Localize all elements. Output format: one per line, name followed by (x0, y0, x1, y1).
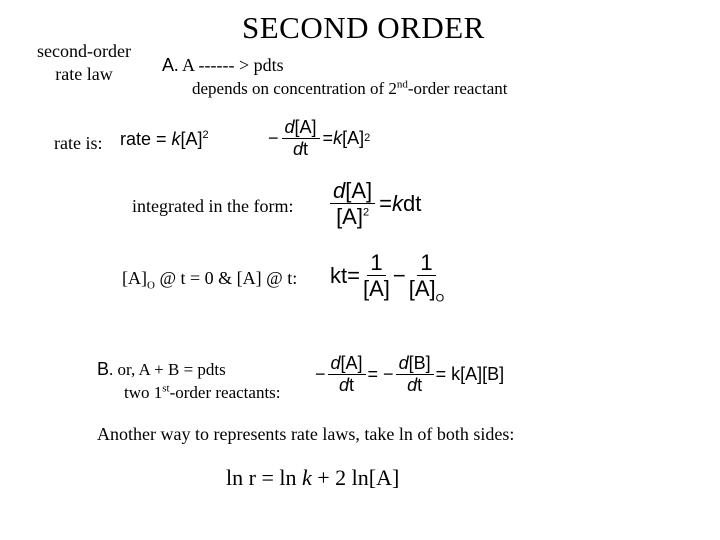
two-reactant-rate-equation (315, 353, 504, 395)
side-label-line1: second-order (37, 41, 131, 61)
fraction-one-over-a0: $\frac{1}{[A]_O}$ (408, 250, 445, 305)
equals-minus: = − (367, 363, 394, 384)
rate-constant: k (392, 190, 404, 216)
rate-rhs: = k[A][B] (435, 363, 505, 384)
kt-term: kt (330, 262, 348, 288)
fraction-one-over-a: $\frac{1}{[A]}$ (362, 250, 390, 302)
fraction-numerator: d[A] (282, 117, 320, 139)
fraction-denominator: dt (293, 138, 309, 159)
section-a-description (192, 79, 507, 99)
fraction-dA-dt: $\frac{d[A]}{dt}$ (328, 353, 366, 395)
rate-law-lhs: rate = (120, 129, 172, 149)
integrated-fraction (330, 178, 375, 230)
differential-fraction (282, 117, 320, 159)
rate-law-exponent: 2 (202, 129, 209, 141)
dt-term: dt (403, 190, 422, 216)
rate-constant: k (171, 129, 181, 149)
conc-term: [A] (342, 127, 365, 148)
differential-rate-equation: − $\frac{d[A]}{dt}$ = k [A] 2 (268, 117, 371, 159)
section-a-line (162, 55, 284, 76)
desc-superscript: nd (396, 78, 408, 91)
section-b-marker: B (97, 359, 110, 379)
equals-sign: = (347, 262, 360, 288)
fraction-numerator: d[A] (330, 178, 375, 204)
slide-title: SECOND ORDER (242, 10, 485, 45)
rate-law-conc: [A] (180, 129, 203, 149)
integrated-label: integrated in the form: (132, 196, 294, 216)
integrated-rate-law (330, 250, 447, 305)
log-rate-equation: ln r = ln k + 2 ln[A] (226, 465, 400, 490)
section-a-marker: A (162, 55, 175, 75)
section-b-line1: B. or, A + B = pdts (97, 359, 226, 379)
desc-text-end: -order reactant (407, 79, 508, 98)
equals-sign: = (379, 190, 393, 216)
fraction-dB-dt: $\frac{d[B]}{dt}$ (396, 353, 434, 395)
rate-law-equation (120, 129, 209, 150)
side-label-line2: rate law (55, 64, 113, 84)
ln-intro-text: Another way to represents rate laws, take ln of both sides: (97, 424, 515, 444)
minus-sign: − (315, 363, 326, 384)
desc-text: depends on concentration of 2 (192, 79, 397, 98)
section-b-line2: two 1st-order reactants: (124, 382, 281, 402)
side-label (30, 40, 138, 86)
rate-is-label: rate is: (54, 133, 103, 153)
minus-sign: − (392, 262, 406, 288)
equals-sign: = (322, 127, 334, 148)
minus-sign: − (268, 127, 279, 148)
boundary-label: $[A]_O$ @ t = 0 & [A] @ t: (122, 268, 298, 292)
rate-constant: k (333, 127, 343, 148)
section-a-reaction: . A ------ > pdts (174, 55, 284, 75)
fraction-denominator: $[A]^2$ (336, 204, 370, 230)
integrated-equation (330, 178, 421, 230)
